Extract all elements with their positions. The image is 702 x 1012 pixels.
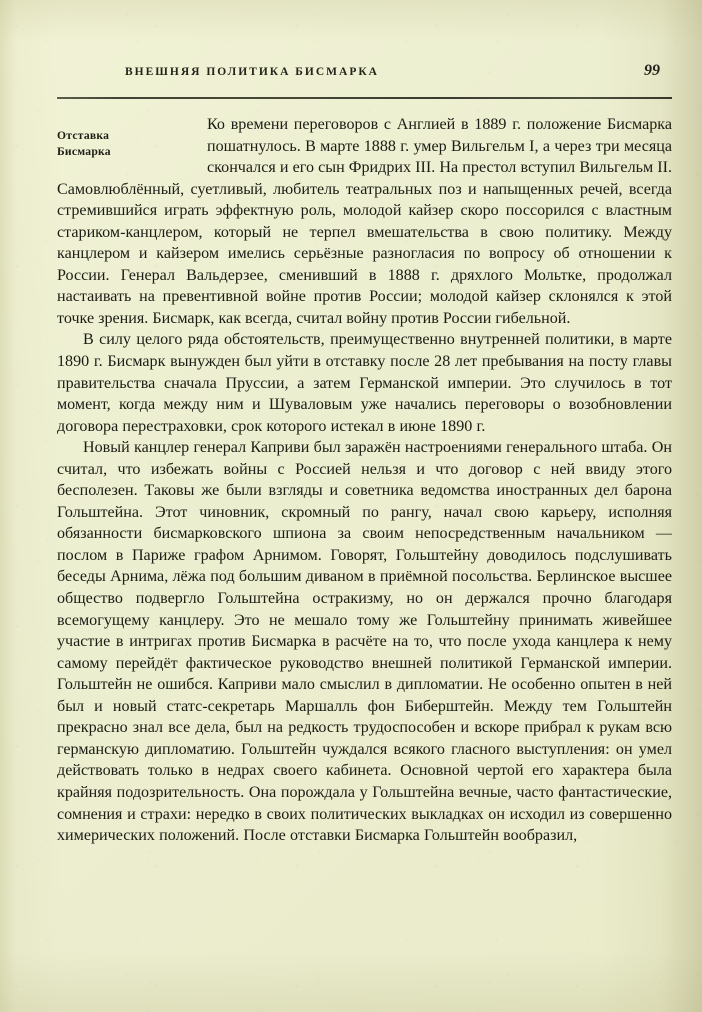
paragraph-1 [57,114,672,329]
paragraph-3: Новый канцлер генерал Каприви был заражён настроениями генерального штаба. Он считал, что избежать войны с Россией нельзя и что договор с ней ввиду этого бесполезен. Таковы же были взгляды и советника ведомства иностранных дел барона Гольштейна. Этот чиновник, скромный по рангу, начал свою карьеру, исполняя обязанности бисмарковского шпиона за своим непосредственным начальником — послом в Париже графом Арнимом. Говорят, Гольштейну доводилось подслушивать беседы Арнима, лёжа под большим диваном в приёмной посольства. Берлинское высшее общество подвергло Гольштейна остракизму, но он держался прочно благодаря всемогущему канцлеру. Это не мешало тому же Гольштейну принимать живейшее участие в интригах против Бисмарка в расчёте на то, что после ухода канцлера к нему самому перейдёт фактическое руководство внешней политикой Германской империи. Гольштейн не ошибся. Каприви мало смыслил в дипломатии. Не особенно опытен в ней был и новый статс-секретарь Маршалль фон Биберштейн. Между тем Гольштейн прекрасно знал все дела, был на редкость трудоспособен и вскоре прибрал к рукам всю германскую дипломатию. Гольштейн чуждался всякого гласного выступления: он умел действовать только в недрах своего кабинета. Основной чертой его характера была крайняя подозрительность. Она порождала у Гольштейна вечные, часто фантастические, сомнения и страхи: нередко в своих политических выкладках он исходил из совершенно химерических положений. После отставки Бисмарка Гольштейн вообразил, [57,439,672,845]
running-head-title: ВНЕШНЯЯ ПОЛИТИКА БИСМАРКА [125,66,379,78]
marginal-note-bismarck-resignation [57,114,207,168]
paragraph-1-text: Ко времени переговоров с Англией в 1889 г. положение Бисмарка пошатнулось. В марте 1888 г. умер Вильгельм I, а через три месяца скончался и его сын Фридрих III. На престол вступил Вильгельм II. Самовлюблённый, суетливый, любитель театральных поз и напыщенных речей, всегда стремившийся играть эффектную роль, молодой кайзер скоро поссорился с властным стариком-канцлером, который не терпел вмешательства в свою политику. Между канцлером и кайзером имелись серьёзные разногласия по вопросу об отношении к России. Генерал Вальдерзее, сменивший в 1888 г. дряхлого Мольтке, продолжал настаивать на превентивной войне против России; молодой кайзер склонялся к этой точке зрения. Бисмарк, как всегда, считал войну против России гибельной. [57,116,672,327]
page-number: 99 [644,62,660,79]
header-divider-rule [57,97,672,99]
marginal-note-line-1: Отставка [57,129,110,142]
running-head [57,62,672,84]
marginal-note-line-2: Бисмарка [57,144,111,158]
paragraph-2: В силу целого ряда обстоятельств, преимущественно внутренней политики, в марте 1890 г. Бисмарк вынужден был уйти в отставку после 28 лет пребывания на посту главы правительства сначала Пруссии, а затем Германской империи. Это случилось в тот момент, когда между ним и Шуваловым уже начались переговоры о возобновлении договора перестраховки, срок которого истекал в июне 1890 г. [57,331,672,435]
page-text-body [57,114,672,847]
